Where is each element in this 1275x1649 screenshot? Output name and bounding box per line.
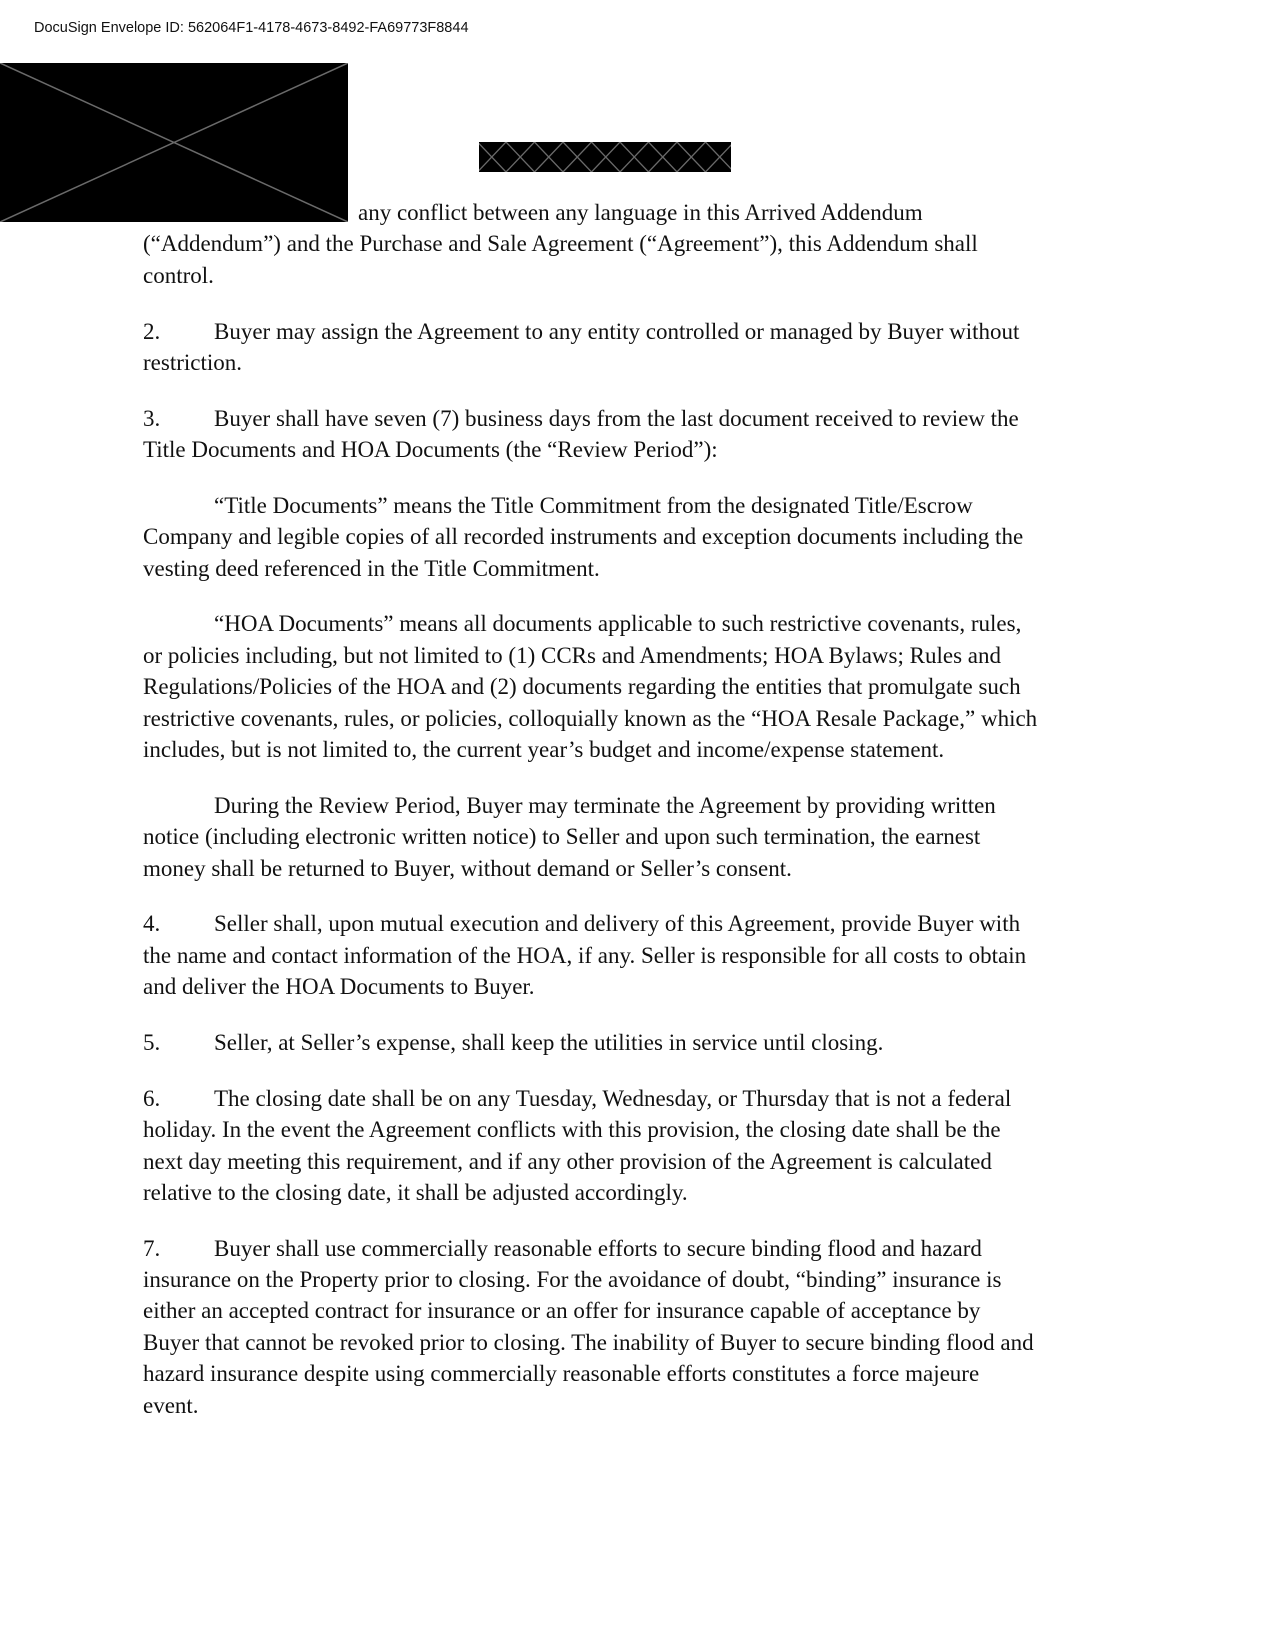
addendum-body: [143, 197, 1143, 1445]
text-line: [143, 260, 1143, 291]
line-text: any conflict between any language in this Arrived Addendum: [358, 200, 923, 225]
line-text: insurance on the Property prior to closing. For the avoidance of doubt, “binding” insurance is: [143, 1267, 1002, 1293]
numbered-paragraph-4: [143, 908, 1143, 1002]
line-text: money shall be returned to Buyer, without demand or Seller’s consent.: [143, 855, 792, 881]
text-line: [143, 228, 1143, 259]
paragraph-number: 3.: [143, 405, 161, 431]
paragraph: [143, 490, 1143, 584]
text-line: [143, 790, 1143, 821]
paragraph: [143, 197, 1143, 291]
text-line: [143, 1146, 1143, 1177]
text-line: [143, 1390, 1143, 1421]
text-line: [143, 403, 1143, 434]
line-text: The closing date shall be on any Tuesday, Wednesday, or Thursday that is not a federal: [214, 1085, 1012, 1111]
text-line: [143, 521, 1143, 552]
text-line: [143, 434, 1143, 465]
line-text: and deliver the HOA Documents to Buyer.: [143, 974, 535, 1000]
redacted-title-block: [479, 142, 731, 172]
text-line: [143, 640, 1143, 671]
line-text: (“Addendum”) and the Purchase and Sale Agreement (“Agreement”), this Addendum shall: [143, 231, 978, 257]
text-line: [143, 703, 1143, 734]
line-text: or policies including, but not limited to (1) CCRs and Amendments; HOA Bylaws; Rules and: [143, 642, 1001, 668]
line-text: event.: [143, 1392, 199, 1418]
line-text: “Title Documents” means the Title Commitment from the designated Title/Escrow: [214, 492, 973, 518]
paragraph-number: 5.: [143, 1029, 161, 1055]
text-line: [143, 1327, 1143, 1358]
text-line: [143, 821, 1143, 852]
text-line: [143, 1027, 1143, 1058]
text-line: [143, 940, 1143, 971]
text-line: [143, 908, 1143, 939]
line-text: vesting deed referenced in the Title Commitment.: [143, 555, 600, 581]
text-line: [143, 971, 1143, 1002]
paragraph-number: 2.: [143, 318, 161, 344]
text-line: [143, 1114, 1143, 1145]
paragraph-number: 7.: [143, 1235, 161, 1261]
text-line: [143, 734, 1143, 765]
text-line: [143, 316, 1143, 347]
line-text: relative to the closing date, it shall be adjusted accordingly.: [143, 1179, 688, 1205]
line-text: restrictive covenants, rules, or policies, colloquially known as the “HOA Resale Package,” which: [143, 705, 1038, 731]
text-line: [143, 1177, 1143, 1208]
line-text: control.: [143, 262, 214, 288]
line-text: next day meeting this requirement, and if any other provision of the Agreement is calculated: [143, 1148, 992, 1174]
numbered-paragraph-6: [143, 1083, 1143, 1209]
numbered-paragraph-5: [143, 1027, 1143, 1058]
line-text: includes, but is not limited to, the current year’s budget and income/expense statement.: [143, 737, 945, 763]
numbered-paragraph-7: [143, 1233, 1143, 1421]
line-text: Buyer that cannot be revoked prior to closing. The inability of Buyer to secure binding flood and: [143, 1329, 1034, 1355]
numbered-paragraph-2: [143, 316, 1143, 379]
paragraph-number: 4.: [143, 911, 161, 937]
line-text: restriction.: [143, 349, 242, 375]
line-text: Seller, at Seller’s expense, shall keep the utilities in service until closing.: [214, 1029, 884, 1055]
text-line: [143, 1295, 1143, 1326]
text-line: [143, 347, 1143, 378]
text-line: [143, 608, 1143, 639]
text-line: [143, 1083, 1143, 1114]
line-text: holiday. In the event the Agreement conflicts with this provision, the closing date shall be the: [143, 1117, 1001, 1143]
line-text: Buyer may assign the Agreement to any entity controlled or managed by Buyer without: [214, 318, 1020, 344]
line-text: the name and contact information of the HOA, if any. Seller is responsible for all costs to obtain: [143, 942, 1027, 968]
text-line: [143, 490, 1143, 521]
line-text: “HOA Documents” means all documents applicable to such restrictive covenants, rules,: [214, 611, 1022, 637]
text-line: [143, 853, 1143, 884]
line-text: notice (including electronic written notice) to Seller and upon such termination, the earnest: [143, 824, 981, 850]
text-line: [143, 1264, 1143, 1295]
line-text: During the Review Period, Buyer may terminate the Agreement by providing written: [214, 792, 996, 818]
paragraph: [143, 608, 1143, 765]
paragraph-number: 6.: [143, 1085, 161, 1111]
line-text: Title Documents and HOA Documents (the “Review Period”):: [143, 437, 718, 463]
line-text: Company and legible copies of all recorded instruments and exception documents including the: [143, 524, 1024, 550]
line-text: hazard insurance despite using commercially reasonable efforts constitutes a force majeure: [143, 1361, 980, 1387]
text-line: [143, 1233, 1143, 1264]
text-line: [143, 671, 1143, 702]
paragraph: [143, 790, 1143, 884]
numbered-paragraph-3: [143, 403, 1143, 466]
line-text: either an accepted contract for insurance or an offer for insurance capable of acceptance by: [143, 1298, 981, 1324]
text-line: [143, 197, 1143, 228]
line-text: Buyer shall use commercially reasonable efforts to secure binding flood and hazard: [214, 1235, 982, 1261]
line-text: Seller shall, upon mutual execution and delivery of this Agreement, provide Buyer with: [214, 911, 1021, 937]
line-text: Regulations/Policies of the HOA and (2) documents regarding the entities that promulgate such: [143, 674, 1021, 700]
docusign-envelope-id: DocuSign Envelope ID: 562064F1-4178-4673-8492-FA69773F8844: [34, 20, 469, 36]
text-line: [143, 553, 1143, 584]
line-text: Buyer shall have seven (7) business days from the last document received to review the: [214, 405, 1019, 431]
text-line: [143, 1358, 1143, 1389]
